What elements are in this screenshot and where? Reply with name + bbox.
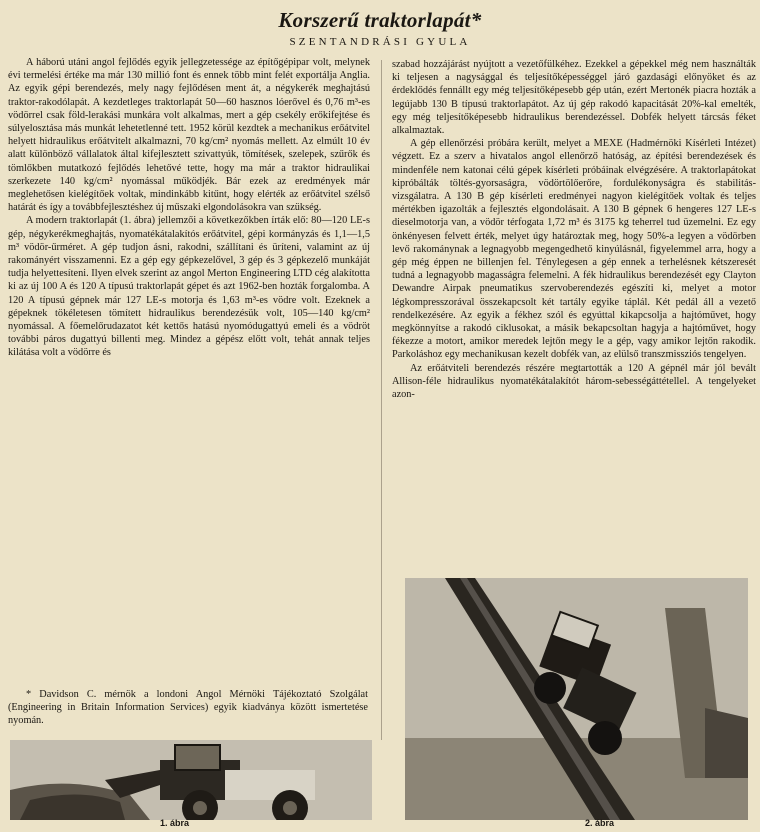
figure-1-photo (10, 740, 372, 820)
left-paragraph-2: A modern traktorlapát (1. ábra) jellemzői a következőkben írták elő: 80—120 LE-s gép, négykerékmeghajtás, nyomatékátalakítós erőátvitel, gépi kormányzás és 1,1—1,5 m³ vödör-űrméret. A gép tudjon ásni, rakodni, szállítani és üríteni, valamint az új rakományért visszamenni. Ez a gép egy gépkezelővel, 3 gép és 3 gépkezelő munkáját tudja helyettesíteni. Ilyen elvek szerint az angol Merton Engineering LTD cég alakította ki az új 100 A és 120 A típusú traktorlapát gépet és azt 1962-ben hozták forgalomba. A 120 A típusú gépnek már 127 LE-s motorja és 1,63 m³-es vödre volt. Ezeknek a gépeknek tökéletesen tömített hidraulikus berendezésük volt, 105—140 kg/cm² nyomással. A főemelőrudazatot két kettős hatású nyomódugattyú emeli és a vödröt további páros dugattyú billenti meg. Mindez a gépész előtt volt, tehát annak teljes kilátása volt a vödörre és (8, 215, 370, 359)
footnote (8, 688, 368, 728)
right-column (392, 58, 756, 401)
figure-1-caption: 1. ábra (160, 818, 190, 828)
footnote-text: * Davidson C. mérnök a londoni Angol Mérnöki Tájékoztató Szolgálat (Engineering in Britain Information Services) egyik kiadványa között ismertetése nyomán. (8, 689, 368, 727)
left-column (8, 56, 370, 360)
left-paragraph-1: A háború utáni angol fejlődés egyik jellegzetessége az építőgépipar volt, melynek évi termelési értéke ma már 130 millió font és ennek több mint felét exportálja Anglia. Az egyik gépi berendezés, mely nagy fejlődésen ment át, a négykerék meghajtású traktor-rakodólapát. A kezdetleges traktorlapát 50—60 hasznos lóerővel és 0,76 m³-es vödörrel csak föld-lerakási munkára volt alkalmas, mert a gép csekély erőkifejtése és súlyelosztása más munkát lehetetlenné tett. 1952 körül kezdtek a mechanikus erőátvitel helyett hidraulikus erőátvitelt alkalmazni, 70 kg/cm² nyomás mellett. Az elmúlt 10 év alatt különböző vállalatok által kifejlesztett szivattyúk, tömítések, szelepek, szűrők és tömlőkben mutatkozó fejlődés lehetővé tette, hogy ma már a traktor hidraulikai szerkezete 140 kg/cm² nyomással működjék. Bár ezek az eredmények már meglehetősen kielégítőek voltak, mindinkább kitűnt, hogy elérték az erőátvitel szélső határát és így a továbbfejlesztéshez új műszaki elgondolásokra van szükség. (8, 57, 370, 214)
figure-2-caption: 2. ábra (585, 818, 615, 828)
article-author: SZENTANDRÁSI GYULA (289, 36, 471, 48)
right-paragraph-2: A gép ellenőrzési próbára került, melyet a MEXE (Hadmérnöki Kísérleti Intézet) végzett. Ez a szerv a hivatalos angol ellenőrző hatóság, az építési berendezések és mindenféle nem katonai célú gépek kísérleti próbáinak elvégzésére. A traktorlapátokat kipróbálták töltés-gyorsaságra, vödörtölőerőre, fordulékonyságra és stabilitás-vizsgálatra. A 130 B gép kísérleti eredményei nagyon kielégítőek voltak és teljes mértékben igazolták a fejlesztés elgondolásait. A 130 B gépnek 6 hengeres 127 LE-s dieselmotorja van, a vödör térfogata 1,72 m³ és 3175 kg teherrel tud üzemelni. Ez egy önkényesen felvett érték, melyet úgy határoztak meg, hogy 50%-a legyen a vödörben levő rakománynak a legnagyobb megengedhető kinyúlásnál, figyelemmel arra, hogy a gép még éppen ne billenjen fel. Ténylegesen a gép ennek a terhelésnek kétszeresét tudná a legnagyobb magasságra felemelni. A fék hidraulikus berendezését egy Clayton Dewandre Airpak pneumatikus szervoberendezés egészíti ki, melyet a motor légkompresszorával összekapcsolt két tartály egyike táplál. Két pedál áll a vezető rendelkezésére. Az egyik a fékhez szól és egyúttal kikapcsolja a hajtóművet, hogy megkönnyítse a rakodó ciklusokat, a másik bekapcsoltan hagyja a hajtóművet, hogy fékezze a motort, amikor meredek lejtőn megy le a gép, vagy amikor lejtőn rakodik. Parkoláshoz egy mechanikusan kezelt dobfék van, az elülső transzmissziós tengelyen. (392, 138, 756, 361)
right-paragraph-3: Az erőátviteli berendezés részére megtartották a 120 A gépnél már jól bevált Allison-féle hidraulikus nyomatékátalakítót három-sebességáttétellel. A tengelyeket azon- (392, 362, 756, 401)
figure-2-photo (405, 578, 748, 820)
article-title: Korszerű traktorlapát* (278, 8, 482, 32)
column-divider (381, 60, 382, 740)
right-paragraph-1: szabad hozzájárást nyújtott a vezetőfülkéhez. Ezekkel a gépekkel még nem használták ki teljesen a nagysággal és teljesítőképességgel járó gazdasági előnyöket és az érdeklődés fennállt egy még teljesítőképesebb gép után, ezért Mertonék piacra hozták a legújabb 130 B típusú traktorlapátot. Az új gép rakodó kapacitását 20%-kal emelték, egy még teljesítőképesebb hidraulikus berendezéssel. Dobfék helyett tárcsás féket alkalmaztak. (392, 59, 756, 137)
